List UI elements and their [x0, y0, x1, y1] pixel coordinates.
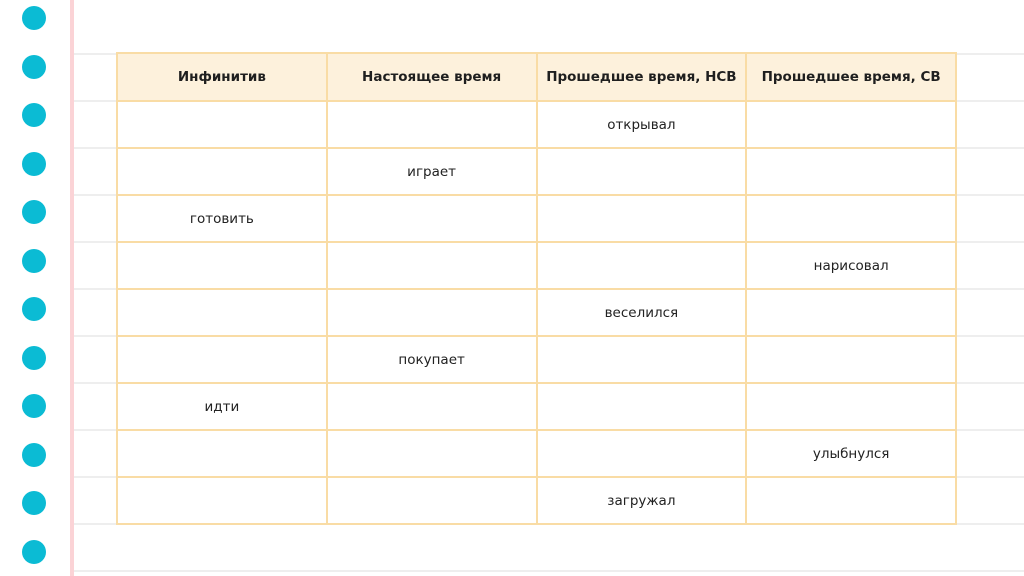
cell-past-perfective: улыбнулся	[746, 430, 956, 477]
binder-ring-icon	[22, 152, 46, 176]
table-row	[117, 148, 956, 195]
table-row	[117, 383, 956, 430]
header-past-perfective: Прошедшее время, СВ	[746, 53, 956, 101]
cell-infinitive	[117, 289, 327, 336]
header-infinitive: Инфинитив	[117, 53, 327, 101]
cell-infinitive: готовить	[117, 195, 327, 242]
header-past-imperfective: Прошедшее время, НСВ	[537, 53, 747, 101]
cell-past-perfective	[746, 148, 956, 195]
cell-present	[327, 477, 537, 524]
cell-past-perfective	[746, 289, 956, 336]
cell-present	[327, 430, 537, 477]
table-row	[117, 195, 956, 242]
table-row	[117, 336, 956, 383]
cell-past-imperfective: открывал	[537, 101, 747, 148]
binder-ring-icon	[22, 540, 46, 564]
cell-present: играет	[327, 148, 537, 195]
cell-past-imperfective: загружал	[537, 477, 747, 524]
cell-present	[327, 289, 537, 336]
cell-past-perfective	[746, 101, 956, 148]
binder-ring-icon	[22, 6, 46, 30]
verb-tense-table-container	[116, 52, 957, 524]
binder-ring-icon	[22, 491, 46, 515]
binder-ring-icon	[22, 103, 46, 127]
cell-infinitive	[117, 242, 327, 289]
table-row	[117, 289, 956, 336]
cell-past-imperfective	[537, 148, 747, 195]
cell-past-perfective: нарисовал	[746, 242, 956, 289]
cell-past-perfective	[746, 383, 956, 430]
cell-present	[327, 195, 537, 242]
binder-ring-icon	[22, 297, 46, 321]
cell-present: покупает	[327, 336, 537, 383]
binder-ring-icon	[22, 200, 46, 224]
margin-line	[70, 0, 74, 576]
binder-ring-icon	[22, 394, 46, 418]
table-body	[117, 101, 956, 524]
table-row	[117, 430, 956, 477]
cell-infinitive	[117, 336, 327, 383]
cell-infinitive	[117, 101, 327, 148]
table-header-row	[117, 53, 956, 101]
cell-past-imperfective: веселился	[537, 289, 747, 336]
table-row	[117, 101, 956, 148]
binder-ring-icon	[22, 55, 46, 79]
header-present: Настоящее время	[327, 53, 537, 101]
binder-ring-icon	[22, 249, 46, 273]
cell-infinitive	[117, 148, 327, 195]
cell-past-imperfective	[537, 430, 747, 477]
cell-past-imperfective	[537, 336, 747, 383]
cell-infinitive: идти	[117, 383, 327, 430]
table-row	[117, 242, 956, 289]
verb-tense-table	[116, 52, 957, 525]
cell-past-perfective	[746, 336, 956, 383]
cell-infinitive	[117, 430, 327, 477]
table-row	[117, 477, 956, 524]
cell-past-perfective	[746, 477, 956, 524]
binder-ring-icon	[22, 443, 46, 467]
cell-present	[327, 383, 537, 430]
cell-past-imperfective	[537, 242, 747, 289]
binder-ring-icon	[22, 346, 46, 370]
cell-present	[327, 101, 537, 148]
cell-past-imperfective	[537, 195, 747, 242]
cell-past-imperfective	[537, 383, 747, 430]
binder-gutter	[0, 0, 70, 576]
cell-infinitive	[117, 477, 327, 524]
cell-present	[327, 242, 537, 289]
cell-past-perfective	[746, 195, 956, 242]
